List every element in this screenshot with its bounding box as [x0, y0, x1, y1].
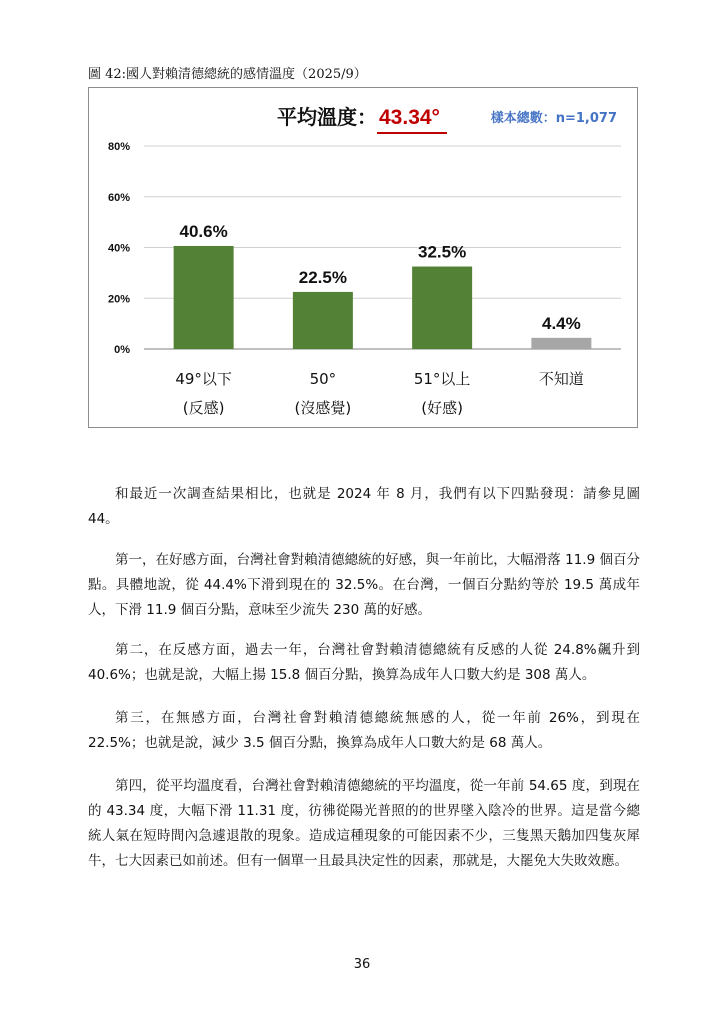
sample-size-note: 樣本總數：n=1,077 — [490, 111, 617, 126]
figure-caption: 圖 42:國人對賴清德總統的感情溫度（2025/9） — [88, 67, 367, 82]
bar-3 — [412, 267, 472, 349]
y-tick-label: 20% — [107, 293, 130, 306]
x-category-sublabel: (好感) — [421, 399, 463, 417]
bar-value-label: 32.5% — [418, 242, 467, 262]
bar-2 — [293, 292, 353, 349]
bar-chart — [89, 88, 639, 429]
paragraph-1: 和最近一次調查結果相比，也就是 2024 年 8 月，我們有以下四點發現：請參見圖 44。 — [88, 486, 640, 527]
paragraph-3: 第二，在反感方面，過去一年，台灣社會對賴清德總統有反感的人從 24.8%飆升到 40.6%；也就是說，大幅上揚 15.8 個百分點，換算為成年人口數大約是 308 萬人。 — [88, 642, 640, 683]
chart-frame — [88, 87, 638, 428]
chart-title-value: 43.34° — [379, 106, 440, 129]
x-category-sublabel: (反感) — [182, 399, 225, 417]
x-category-label: 50° — [309, 370, 337, 388]
bars — [174, 246, 592, 349]
x-category-label: 51°以上 — [413, 370, 471, 388]
x-category-label: 49°以下 — [175, 370, 232, 388]
bar-value-label: 22.5% — [298, 267, 347, 287]
paragraph-4: 第三，在無感方面，台灣社會對賴清德總統無感的人，從一年前 26%，到現在 22.5%；也就是說，減少 3.5 個百分點，換算為成年人口數大約是 68 萬人。 — [88, 710, 640, 751]
paragraph-2: 第一，在好感方面，台灣社會對賴清德總統的好感，與一年前比，大幅滑落 11.9 個百分點。具體地說，從 44.4%下滑到現在的 32.5%。在台灣，一個百分點約等於 19.5 萬成年人，下滑 11.9 個百分點，意味至少流失 230 萬的好感。 — [88, 552, 640, 618]
y-tick-label: 60% — [107, 191, 130, 204]
page-number: 36 — [353, 957, 371, 972]
paragraph-5: 第四，從平均溫度看，台灣社會對賴清德總統的平均溫度，從一年前 54.65 度，到現在的 43.34 度，大幅下滑 11.31 度，彷彿從陽光普照的的世界墜入陰冷的世界。這是當今總統人氣在短時間內急遽退散的現象。造成這種現象的可能因素不少，三隻黑天鵝加四隻灰犀牛，七大因素已如前述。但有一個單一且最具決定性的因素，那就是，大罷免大失敗效應。 — [88, 778, 640, 869]
bar-1 — [174, 246, 234, 349]
bar-value-label: 40.6% — [179, 221, 228, 241]
x-category-label: 不知道 — [538, 370, 584, 388]
bar-value-label: 4.4% — [542, 313, 581, 333]
x-category-sublabel: (沒感覺) — [294, 399, 352, 417]
y-tick-label: 40% — [107, 242, 130, 255]
chart-title-label: 平均溫度： — [277, 105, 377, 129]
y-tick-label: 80% — [107, 141, 130, 153]
bar-4 — [531, 338, 591, 349]
y-tick-label: 0% — [114, 344, 130, 356]
